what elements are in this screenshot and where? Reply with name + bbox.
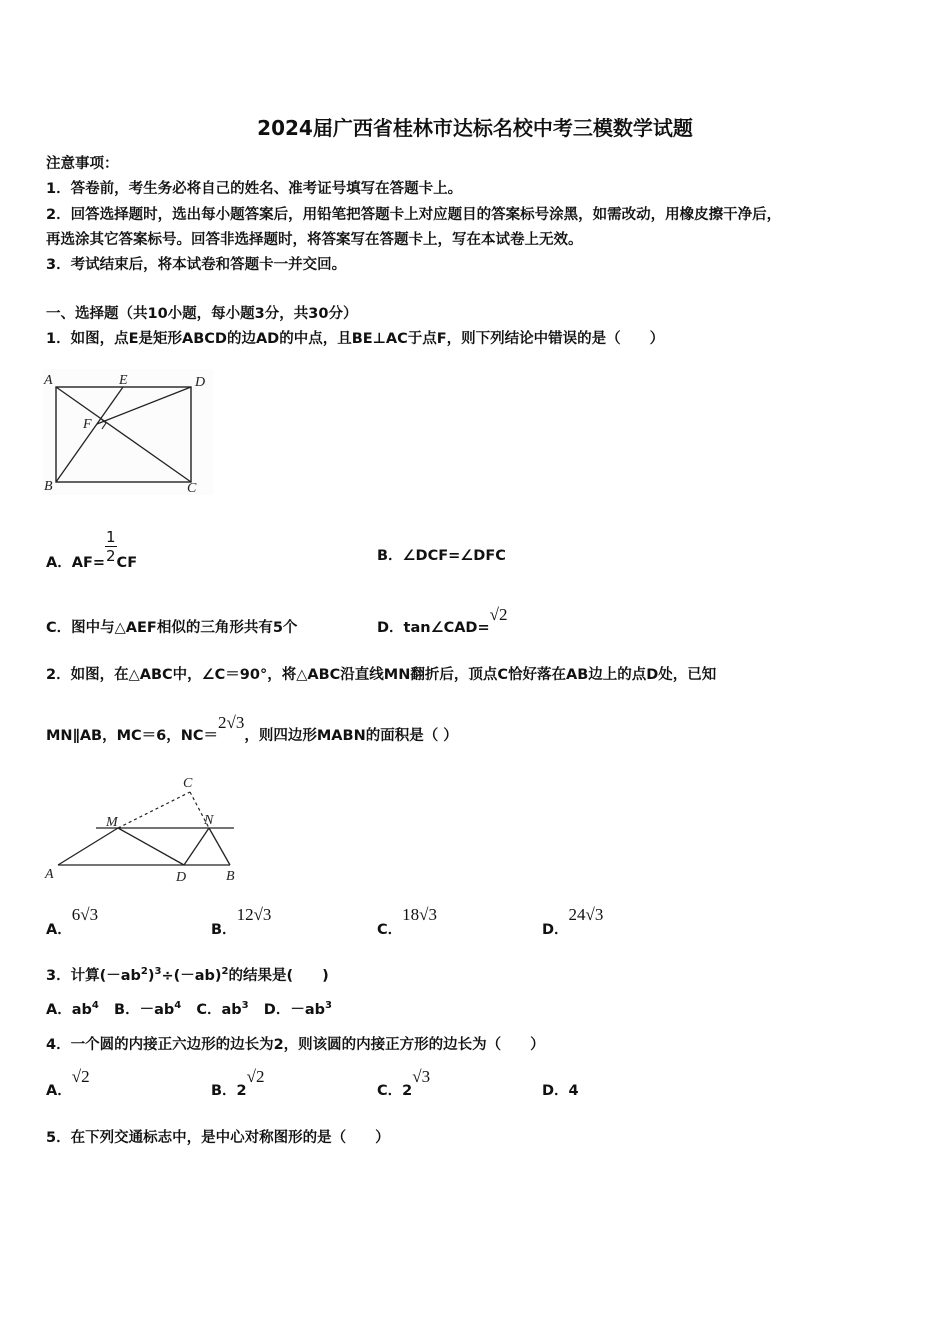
q3-stem-part-3: ÷(－ab) bbox=[161, 968, 222, 984]
q3-stem-part-4: 的结果是( ) bbox=[228, 968, 329, 984]
q1-option-c: C．图中与△AEF相似的三角形共有5个 bbox=[46, 620, 298, 636]
q2-stem-line-2-suffix: ，则四边形MABN的面积是（ ） bbox=[244, 728, 458, 744]
q1-option-a-fraction bbox=[105, 528, 117, 565]
page-title: 2024届广西省桂林市达标名校中考三模数学试题 bbox=[257, 116, 693, 140]
q3-stem-part-2: ) bbox=[147, 968, 155, 984]
q2-triangle-figure bbox=[42, 772, 242, 884]
q2-label-c: C bbox=[183, 776, 193, 791]
q2-option-c-value: 18√3 bbox=[402, 905, 437, 924]
q1-stem: 1．如图，点E是矩形ABCD的边AD的中点，且BE⊥AC于点F，则下列结论中错误的是（ ） bbox=[46, 331, 665, 347]
q3-option-c bbox=[196, 1002, 248, 1018]
q2-stem-nc-value: 2√3 bbox=[218, 713, 245, 732]
notice-item-2-line-1: 2．回答选择题时，选出每小题答案后，用铅笔把答题卡上对应题目的答案标号涂黑，如需改动，用橡皮擦干净后， bbox=[46, 207, 782, 223]
q2-label-a: A bbox=[45, 867, 54, 882]
q2-option-b bbox=[211, 904, 271, 938]
q1-option-a-suffix: CF bbox=[116, 554, 138, 571]
notice-heading: 注意事项： bbox=[46, 156, 119, 172]
q2-option-c bbox=[377, 904, 437, 938]
q3-option-a-exp: 4 bbox=[91, 1000, 99, 1012]
q2-stem-line-2 bbox=[46, 712, 458, 748]
q2-label-n: N bbox=[204, 813, 214, 828]
q1-label-f: F bbox=[83, 417, 92, 432]
q3-stem-part-1: 3．计算(－ab bbox=[46, 968, 141, 984]
q1-option-b: B．∠DCF=∠DFC bbox=[377, 548, 506, 564]
q3-options bbox=[46, 998, 332, 1019]
q2-option-a-value: 6√3 bbox=[71, 905, 99, 924]
q2-option-b-value: 12√3 bbox=[236, 905, 272, 924]
q3-option-d-text: D．－ab bbox=[263, 1002, 325, 1018]
notice-item-1: 1．答卷前，考生务必将自己的姓名、准考证号填写在答题卡上。 bbox=[46, 181, 463, 197]
q4-option-d: D．4 bbox=[542, 1083, 579, 1099]
q4-option-a-label: A． bbox=[46, 1083, 72, 1099]
q1-option-a-prefix: A．AF= bbox=[46, 554, 105, 571]
q3-stem bbox=[46, 964, 329, 985]
q2-label-d: D bbox=[176, 870, 187, 884]
q1-option-d bbox=[377, 604, 507, 640]
q5-stem: 5．在下列交通标志中，是中心对称图形的是（ ） bbox=[46, 1130, 390, 1146]
q1-option-d-math: √2 bbox=[489, 605, 508, 624]
q1-rectangle-figure bbox=[42, 368, 214, 496]
q4-stem: 4．一个圆的内接正六边形的边长为2，则该圆的内接正方形的边长为（ ） bbox=[46, 1037, 545, 1053]
q3-option-c-exp: 3 bbox=[241, 1000, 249, 1012]
q3-option-c-text: C．ab bbox=[196, 1002, 242, 1018]
q1-label-c: C bbox=[187, 481, 197, 496]
q3-stem-exp-2: 3 bbox=[154, 966, 162, 978]
q4-option-b-label: B．2 bbox=[211, 1083, 247, 1099]
q3-option-a bbox=[46, 1002, 99, 1018]
q2-stem-line-2-prefix: MN∥AB，MC＝6，NC＝ bbox=[46, 728, 219, 744]
q3-option-a-text: A．ab bbox=[46, 1002, 92, 1018]
q4-option-a-value: √2 bbox=[71, 1067, 90, 1086]
q4-option-b-value: √2 bbox=[246, 1067, 265, 1086]
q1-option-a bbox=[46, 522, 138, 571]
q4-option-b bbox=[211, 1066, 265, 1100]
q1-label-e: E bbox=[119, 373, 128, 388]
q3-option-d-exp: 3 bbox=[325, 1000, 332, 1012]
q4-option-c bbox=[377, 1066, 430, 1100]
q2-option-d-label: D． bbox=[542, 922, 569, 938]
q2-option-a bbox=[46, 904, 98, 938]
q4-option-c-label: C．2 bbox=[377, 1083, 413, 1099]
q3-option-b bbox=[114, 1002, 181, 1018]
q1-label-b: B bbox=[44, 479, 53, 494]
q3-stem-exp-1: 2 bbox=[140, 966, 148, 978]
q1-option-a-numerator: 1 bbox=[106, 528, 116, 546]
q2-option-d-value: 24√3 bbox=[568, 905, 604, 924]
q3-option-b-exp: 4 bbox=[174, 1000, 182, 1012]
section-heading: 一、选择题（共10小题，每小题3分，共30分） bbox=[46, 306, 358, 322]
q1-option-d-prefix: D．tan∠CAD= bbox=[377, 620, 490, 636]
q2-label-m: M bbox=[106, 815, 118, 830]
q2-label-b: B bbox=[226, 869, 235, 884]
q3-stem-exp-3: 2 bbox=[221, 966, 229, 978]
q2-option-b-label: B． bbox=[211, 922, 237, 938]
q4-option-c-value: √3 bbox=[412, 1067, 431, 1086]
q3-option-b-text: B．－ab bbox=[114, 1002, 175, 1018]
q1-label-a: A bbox=[44, 373, 53, 388]
q2-stem-line-1: 2．如图，在△ABC中，∠C＝90°，将△ABC沿直线MN翻折后，顶点C恰好落在AB边上的点D处，已知 bbox=[46, 667, 717, 683]
q1-label-d: D bbox=[195, 375, 206, 390]
notice-item-2-line-2: 再选涂其它答案标号。回答非选择题时，将答案写在答题卡上，写在本试卷上无效。 bbox=[46, 232, 583, 248]
q3-option-d bbox=[264, 1002, 332, 1018]
q2-option-a-label: A． bbox=[46, 922, 72, 938]
q2-option-d bbox=[542, 904, 603, 938]
notice-item-3: 3．考试结束后，将本试卷和答题卡一并交回。 bbox=[46, 257, 347, 273]
q4-option-a bbox=[46, 1066, 90, 1100]
q2-option-c-label: C． bbox=[377, 922, 403, 938]
q1-option-a-denominator: 2 bbox=[106, 547, 116, 565]
